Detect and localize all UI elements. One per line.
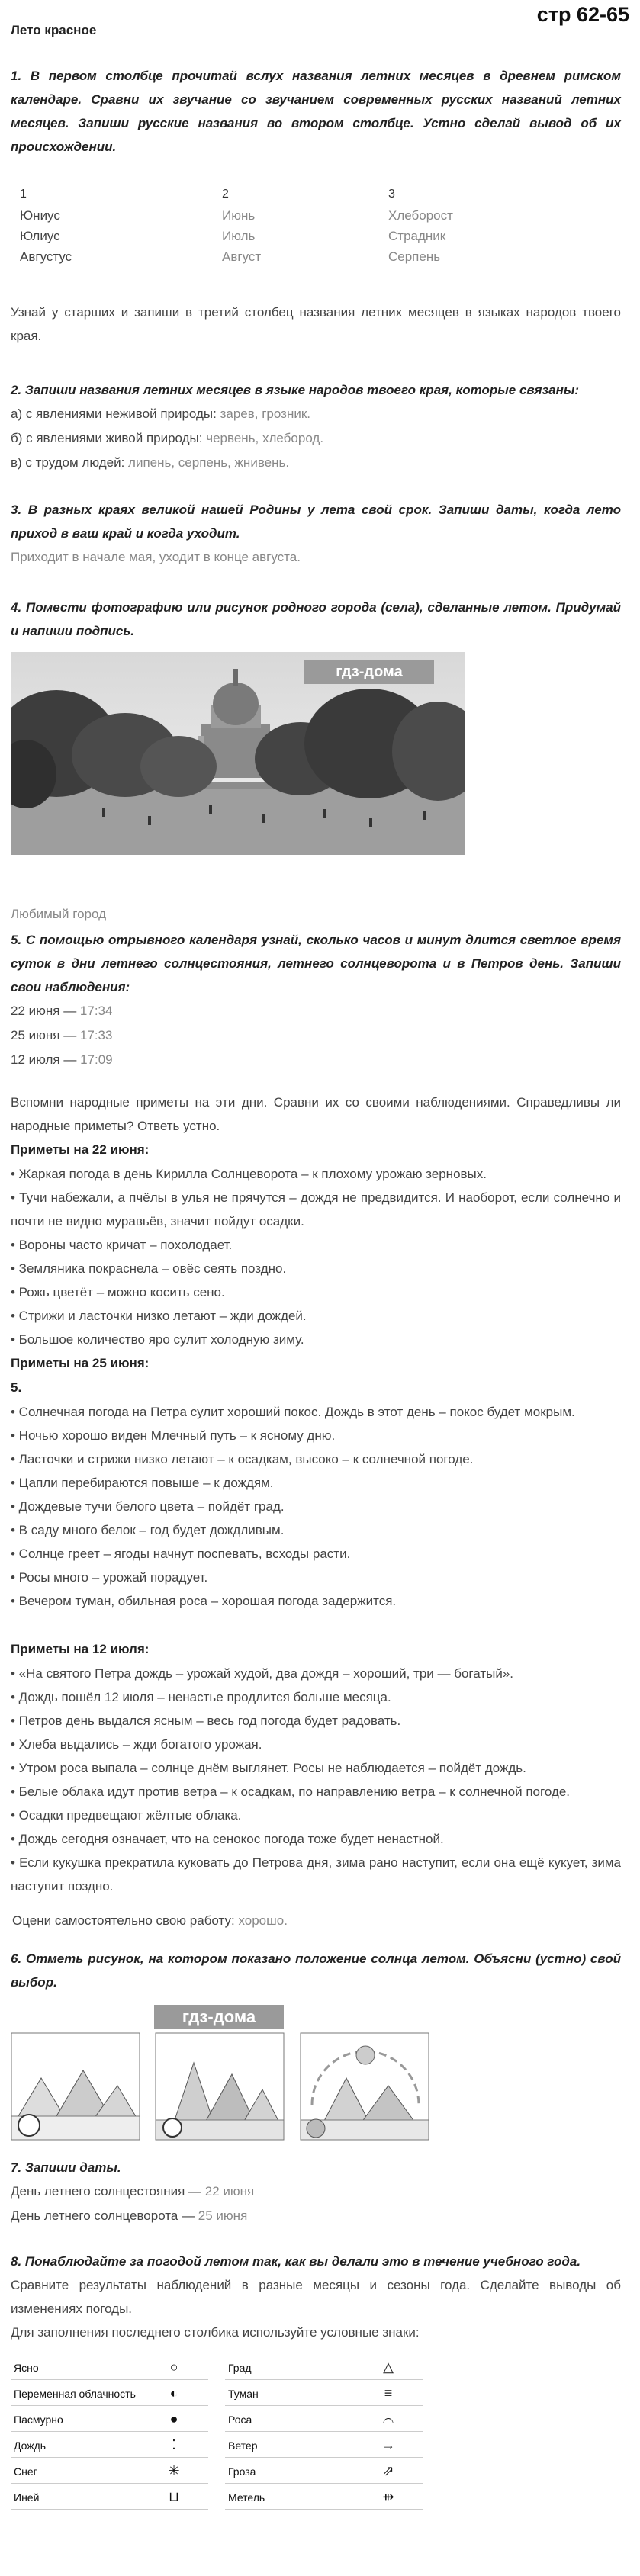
legend-label: Роса <box>228 2413 252 2426</box>
legend-cell <box>11 2382 208 2406</box>
legend-label: Пасмурно <box>14 2413 63 2426</box>
snow-icon: ✳ <box>168 2463 180 2478</box>
sign-item: • Земляника покраснела – овёс сеять поздно. <box>11 1261 287 1276</box>
sun-picture-1[interactable] <box>11 2033 140 2140</box>
task2-item-answer: зарев, грозник. <box>220 406 310 421</box>
content <box>11 0 621 2510</box>
wind-icon: → <box>381 2437 395 2452</box>
task2-item-label: в) с трудом людей: <box>11 455 129 470</box>
sign-item: • Хлеба выдались – жди богатого урожая. <box>11 1737 262 1752</box>
observation-value: 17:09 <box>80 1052 113 1067</box>
russian-month: Август <box>222 249 262 264</box>
sign-item: • Рожь цветёт – можно косить сено. <box>11 1285 225 1299</box>
sign-item: • Ночью хорошо виден Млечный путь – к ясному дню. <box>11 1428 336 1443</box>
task2-item-answer: червень, хлебород. <box>206 431 324 445</box>
legend-row <box>11 2407 423 2433</box>
sign-item: • Тучи набежали, а пчёлы в улья не прячутся – дождя не предвидится. И наоборот, если солнечно и почти не видно муравьёв, значит пойдут осадки. <box>11 1190 621 1229</box>
legend-cell <box>11 2460 208 2484</box>
legend-label: Туман <box>228 2387 259 2400</box>
overcast-icon: ● <box>169 2411 178 2427</box>
legend-label: Снег <box>14 2465 37 2478</box>
watermark-label: гдз-дома <box>154 2005 284 2029</box>
legend-label: Ветер <box>228 2439 258 2452</box>
task8-question: 8. Понаблюдайте за погодой летом так, как вы делали это в течение учебного года. <box>11 2254 581 2269</box>
date-label: День летнего солнцеворота — <box>11 2208 198 2223</box>
date-line <box>11 2204 621 2228</box>
legend-row <box>11 2433 423 2459</box>
signs-june25-title <box>11 1351 621 1400</box>
task5-question: 5. С помощью отрывного календаря узнай, сколько часов и минут длится светлое время суток в дни летнего солнцестояния, летнего солнцеворота и в Петров день. Запиши свои наблюдения: <box>11 933 621 994</box>
legend-cell <box>225 2408 423 2432</box>
sun-icon <box>307 2119 325 2138</box>
sun-pictures <box>11 2005 621 2150</box>
legend-label: Гроза <box>228 2465 256 2478</box>
sign-item: • Солнце греет – ягоды начнут поспевать, всходы расти. <box>11 1547 351 1561</box>
task2-question: 2. Запиши названия летних месяцев в языке народов твоего края, которые связаны: <box>11 383 580 397</box>
legend-cell <box>225 2460 423 2484</box>
signs-june22-title: Приметы на 22 июня: <box>11 1142 150 1157</box>
folk-month: Хлеборост <box>388 208 453 223</box>
task3-question: 3. В разных краях великой нашей Родины у лета свой срок. Запиши даты, когда лето приход в ваш край и когда уходит. <box>11 503 621 541</box>
task6-question: 6. Отметь рисунок, на котором показано положение солнца летом. Объясни (устно) свой выбор. <box>11 1951 621 1990</box>
col-header-2: 2 <box>222 188 229 201</box>
task2-item-answer: липень, серпень, жнивень. <box>128 455 290 470</box>
roman-month: Юниус <box>20 208 60 223</box>
sign-item: • Дождь сегодня означает, что на сенокос погода тоже будет ненастной. <box>11 1832 444 1846</box>
signs-july12-title: Приметы на 12 июля: <box>11 1642 150 1656</box>
folk-month: Серпень <box>388 249 441 264</box>
sign-item: • В саду много белок – год будет дождливым. <box>11 1523 285 1537</box>
legend-label: Дождь <box>14 2439 47 2452</box>
sign-item: • Ласточки и стрижи низко летают – к осадкам, высоко – к солнечной погоде. <box>11 1452 474 1466</box>
sign-item: • Петров день выдался ясным – весь год погода будет радовать. <box>11 1714 401 1728</box>
table-row <box>20 208 600 229</box>
observation-line <box>11 999 621 1023</box>
legend-label: Град <box>228 2361 252 2374</box>
sign-item: • Росы много – урожай порадует. <box>11 1570 208 1585</box>
legend-cell <box>225 2356 423 2380</box>
russian-month: Июнь <box>222 208 256 223</box>
task2-item-label: б) с явлениями живой природы: <box>11 431 207 445</box>
task5-compare: Вспомни народные приметы на эти дни. Сравни их со своими наблюдениями. Справедливы ли народные приметы? Ответь устно. <box>11 1095 621 1133</box>
legend-row <box>11 2381 423 2407</box>
observation-line <box>11 1023 621 1048</box>
task7-question: 7. Запиши даты. <box>11 2160 121 2175</box>
legend-row <box>11 2484 423 2510</box>
sign-item: • Цапли перебираются повыше – к дождям. <box>11 1476 274 1490</box>
folk-month: Страдник <box>388 229 446 243</box>
sun-icon <box>18 2115 40 2136</box>
hail-icon: △ <box>383 2359 394 2375</box>
legend-cell <box>225 2434 423 2458</box>
sign-item: • Если кукушка прекратила куковать до Петрова дня, зима рано наступит, если она ещё кукует, зима наступит поздно. <box>11 1855 621 1893</box>
sign-item: • Солнечная погода на Петра сулит хороший покос. Дождь в этот день – покос будет мокрым. <box>11 1405 575 1419</box>
task8-text1: Сравните результаты наблюдений в разные месяцы и сезоны года. Сделайте выводы об изменениях погоды. <box>11 2278 621 2316</box>
sun-picture-3[interactable] <box>301 2033 429 2140</box>
task2-item <box>11 402 621 426</box>
partly-cloudy-icon: ◐ <box>169 2385 178 2401</box>
legend-label: Иней <box>14 2491 40 2504</box>
rain-icon: ⁚ <box>172 2437 176 2452</box>
col-header-3: 3 <box>388 188 395 201</box>
legend-cell <box>225 2486 423 2510</box>
legend-cell <box>11 2356 208 2380</box>
page-title: Лето красное <box>11 23 97 37</box>
legend-cell <box>11 2486 208 2510</box>
sign-item: • Утром роса выпала – солнце днём выглянет. Росы не наблюдается – пойдёт дождь. <box>11 1761 526 1775</box>
months-table <box>20 188 600 270</box>
date-label: День летнего солнцестояния — <box>11 2184 205 2199</box>
signs-june25-title-text: Приметы на 25 июня: <box>11 1356 150 1370</box>
legend-label: Метель <box>228 2491 265 2504</box>
clear-sky-icon: ○ <box>169 2359 178 2375</box>
selfcheck-line <box>11 1909 621 1933</box>
date-line <box>11 2179 621 2204</box>
observation-value: 17:34 <box>79 1004 113 1018</box>
months-table-header <box>20 188 600 208</box>
task4-question: 4. Помести фотографию или рисунок родного города (села), сделанные летом. Придумай и напиши подпись. <box>11 600 621 638</box>
observation-date: 25 июня — <box>11 1028 80 1042</box>
sign-item: • Осадки предвещают жёлтые облака. <box>11 1808 242 1823</box>
photo-caption: Любимый город <box>11 907 107 921</box>
task3-answer: Приходит в начале мая, уходит в конце августа. <box>11 550 301 564</box>
legend-cell <box>11 2434 208 2458</box>
legend-label: Переменная облачность <box>14 2387 136 2400</box>
sign-item: • Вороны часто кричат – похолодает. <box>11 1238 233 1252</box>
selfcheck-label: Оцени самостоятельно свою работу: <box>12 1913 239 1928</box>
fog-icon: ≡ <box>384 2385 393 2401</box>
sign-item: • Дождевые тучи белого цвета – пойдёт град. <box>11 1499 285 1514</box>
sun-icon <box>163 2118 182 2137</box>
task2-item-label: а) с явлениями неживой природы: <box>11 406 220 421</box>
page-reference: стр 62-65 <box>536 3 629 26</box>
signs-june25-number: 5. <box>11 1380 22 1395</box>
legend-row <box>11 2355 423 2381</box>
city-photo <box>11 652 465 855</box>
russian-month: Июль <box>222 229 256 243</box>
sign-item: • Жаркая погода в день Кирилла Солнцеворота – к плохому урожаю зерновых. <box>11 1167 487 1181</box>
frost-icon: ⊔ <box>168 2489 180 2504</box>
thunderstorm-icon: ⇗ <box>382 2463 394 2478</box>
weather-signs-legend <box>11 2355 423 2510</box>
sign-item: • Вечером туман, обильная роса – хорошая погода задержится. <box>11 1594 397 1608</box>
legend-cell <box>11 2408 208 2432</box>
sun-icon <box>356 2046 375 2064</box>
legend-label: Ясно <box>14 2361 39 2374</box>
legend-cell <box>225 2382 423 2406</box>
task8-text2: Для заполнения последнего столбика используйте условные знаки: <box>11 2325 420 2340</box>
sun-position-drawings <box>11 2032 438 2147</box>
task1-question: 1. В первом столбце прочитай вслух названия летних месяцев в древнем римском календаре. Сравни их звучание со звучанием современных русских названий летних месяцев. Запиши русские названия во втором столбце. Устно сделай вывод об их происхождении. <box>11 69 621 154</box>
col-header-1: 1 <box>20 188 27 201</box>
task2-item <box>11 426 621 451</box>
observation-date: 12 июля — <box>11 1052 81 1067</box>
legend-row <box>11 2459 423 2484</box>
observation-value: 17:33 <box>79 1028 113 1042</box>
sign-item: • Белые облака идут против ветра – к осадкам, по направлению ветра – к солнечной погоде. <box>11 1784 571 1799</box>
selfcheck-value: хорошо. <box>238 1913 288 1928</box>
sun-picture-2[interactable] <box>156 2033 284 2140</box>
task2-item <box>11 451 621 475</box>
roman-month: Августус <box>20 249 72 264</box>
sign-item: • Дождь пошёл 12 июля – ненастье продлится больше месяца. <box>11 1690 391 1704</box>
table-row <box>20 229 600 249</box>
observation-line <box>11 1048 621 1072</box>
table-row <box>20 249 600 270</box>
task1-note: Узнай у старших и запиши в третий столбец названия летних месяцев в языках народов твоего края. <box>11 305 621 343</box>
dew-icon: ⌓ <box>382 2411 394 2427</box>
date-value: 22 июня <box>204 2184 255 2199</box>
roman-month: Юлиус <box>20 229 60 243</box>
sign-item: • Стрижи и ласточки низко летают – жди дождей. <box>11 1309 307 1323</box>
observation-date: 22 июня — <box>11 1004 80 1018</box>
blizzard-icon: ⇻ <box>382 2489 394 2504</box>
watermark-label: гдз-дома <box>304 660 434 684</box>
sign-item: • Большое количество яро сулит холодную зиму. <box>11 1332 304 1347</box>
date-value: 25 июня <box>198 2208 248 2223</box>
sign-item: • «На святого Петра дождь – урожай худой, два дождя – хороший, три — богатый». <box>11 1666 513 1681</box>
